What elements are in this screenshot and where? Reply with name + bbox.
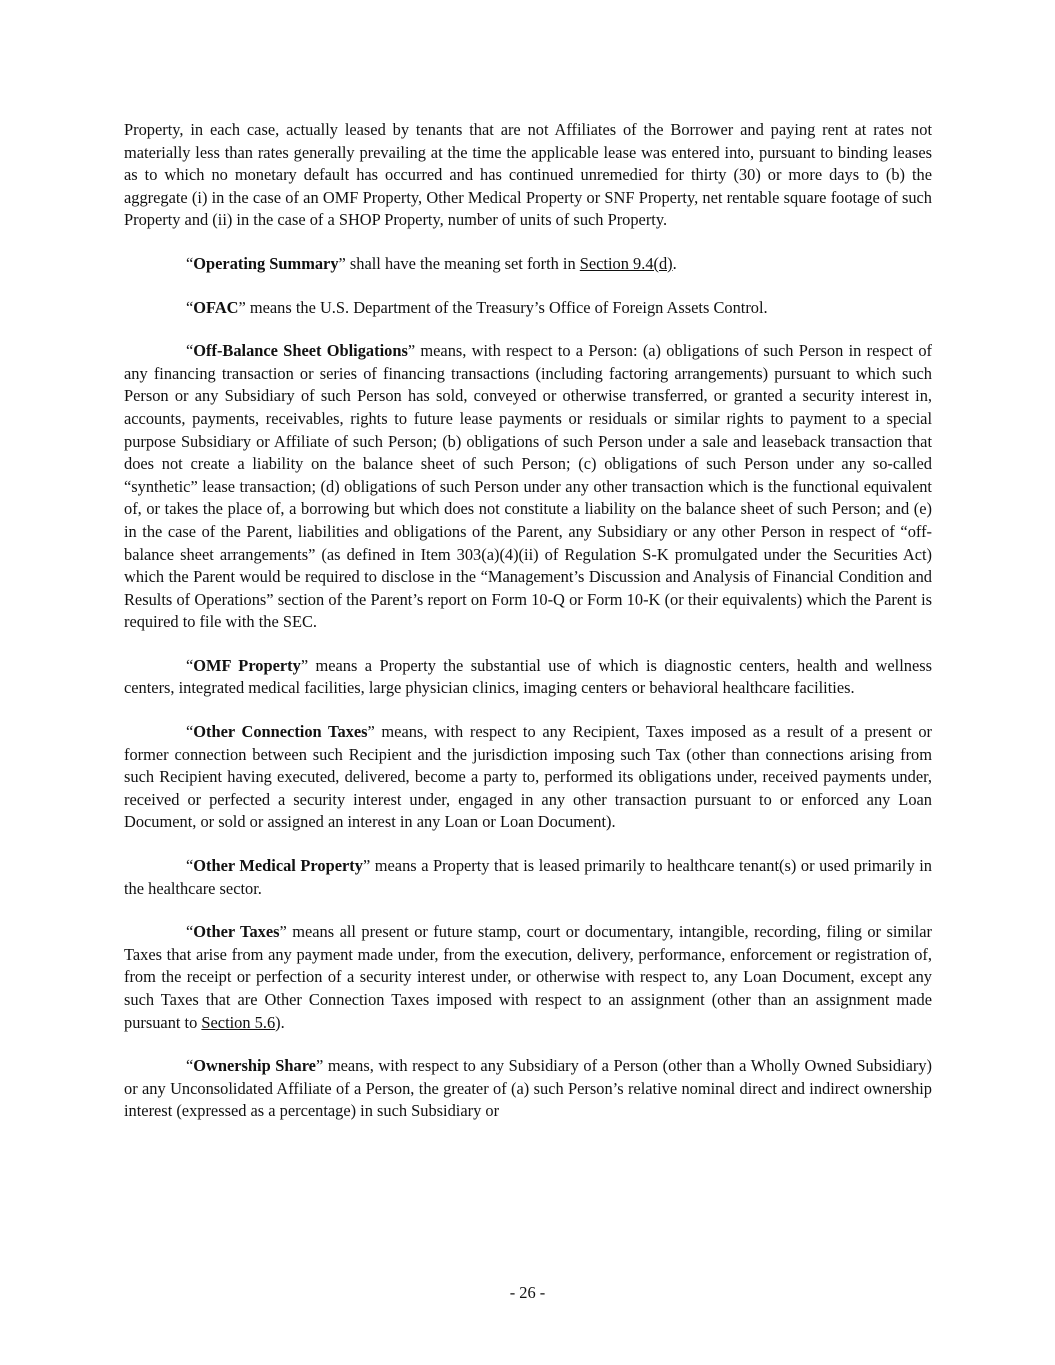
- definition-text: ” means a Property the substantial use of which is diagnostic centers, health and wellness centers, integrated medical facilities, large physician clinics, imaging centers or behavioral healthcare facilities.: [124, 655, 932, 698]
- definition-other-connection-taxes: “Other Connection Taxes” means, with respect to any Recipient, Taxes imposed as a result of a present or former connection between such Recipient and the jurisdiction imposing such Tax (other than connections arising from such Recipient having executed, delivered, become a party to, performed its obligations under, received payments under, received or perfected a security interest under, engaged in any other transaction pursuant to or enforced any Loan Document, or sold or assigned an interest in any Loan or Loan Document).: [124, 722, 932, 832]
- defined-term: Ownership Share: [193, 1056, 316, 1076]
- defined-term: Other Medical Property: [193, 856, 363, 876]
- definition-ownership-share: “Ownership Share” means, with respect to any Subsidiary of a Person (other than a Wholly Owned Subsidiary) or any Unconsolidated Affiliate of a Person, the greater of (a) such Person’s relative nominal direct and indirect ownership interest (expressed as a percentage) in such Subsidiary or: [124, 1056, 932, 1121]
- definition-text: ” means a Property that is leased primarily to healthcare tenant(s) or used primarily in the healthcare sector.: [124, 856, 933, 898]
- definition-omf-property: “OMF Property” means a Property the substantial use of which is diagnostic centers, health and wellness centers, integrated medical facilities, large physician clinics, imaging centers or behavioral healthcare facilities.: [124, 655, 932, 698]
- definition-text: ” means all present or future stamp, court or documentary, intangible, recording, filing or similar Taxes that arise from any payment made under, from the execution, delivery, performance, enforcement or registration of, from the receipt or perfection of a security interest under, or otherwise with respect to, any Loan Document, except any such Taxes that are Other Connection Taxes imposed with respect to an assignment (other than an assignment made pursuant to: [124, 922, 932, 1032]
- definition-ofac: “OFAC” means the U.S. Department of the Treasury’s Office of Foreign Assets Control.: [186, 297, 768, 317]
- page-number: - 26 -: [509, 1283, 546, 1302]
- paragraph-text: Property, in each case, actually leased by tenants that are not Affiliates of the Borrower and paying rent at rates not materially less than rates generally prevailing at the time the applicable lease was entered into, pursuant to binding leases as to which no monetary default has occurred and has continued unremedied for thirty (30) or more days to (b) the aggregate (i) in the case of an OMF Property, Other Medical Property or SNF Property, net rentable square footage of such Property and (ii) in the case of a SHOP Property, number of units of such Property.: [124, 120, 932, 230]
- paragraph-continuation: [124, 119, 932, 232]
- definition-text: ” shall have the meaning set forth in: [338, 253, 580, 273]
- definition-text: ” means, with respect to any Subsidiary of a Person (other than a Wholly Owned Subsidiary) or any Unconsolidated Affiliate of a Person, the greater of (a) such Person’s relative nominal direct and indirect ownership interest (expressed as a percentage) in such Subsidiary or: [124, 1056, 932, 1121]
- definition-text: ” means, with respect to any Recipient, Taxes imposed as a result of a present or former connection between such Recipient and the jurisdiction imposing such Tax (other than connections arising from such Recipient having executed, delivered, become a party to, performed its obligations under, received payments under, received or perfected a security interest under, engaged in any other transaction pursuant to or enforced any Loan Document, or sold or assigned an interest in any Loan or Loan Document).: [124, 722, 932, 832]
- defined-term: Off-Balance Sheet Obligations: [193, 341, 408, 361]
- defined-term: OFAC: [193, 297, 239, 317]
- document-page: [124, 119, 932, 1144]
- definition-other-medical-property: “Other Medical Property” means a Property that is leased primarily to healthcare tenant(s) or used primarily in the healthcare sector.: [124, 856, 933, 898]
- definition-operating-summary: “Operating Summary” shall have the meaning set forth in Section 9.4(d).: [186, 253, 677, 273]
- definition-text: ” means the U.S. Department of the Treasury’s Office of Foreign Assets Control.: [238, 297, 768, 317]
- definition-text: ” means, with respect to a Person: (a) obligations of such Person in respect of any financing transaction or series of financing transactions (including factoring arrangements) pursuant to which such Person or any Subsidiary of such Person has sold, conveyed or otherwise transferred, or granted a security interest in, accounts, payments, receivables, rights to future lease payments or residuals or similar rights to payment to a special purpose Subsidiary or Affiliate of such Person; (b) obligations of such Person under a sale and leaseback transaction that does not create a liability on the balance sheet of such Person; (c) obligations of such Person under any so-called “synthetic” lease transaction; (d) obligations of such Person under any other transaction which is the functional equivalent of, or takes the place of, a borrowing but which does not constitute a liability on the balance sheet of such Person; and (e) in the case of the Parent, liabilities and obligations of the Parent, any Subsidiary or any other Person in respect of “off-balance sheet arrangements” (as defined in Item 303(a)(4)(ii) of Regulation S-K promulgated under the Securities Act) which the Parent would be required to disclose in the “Management’s Discussion and Analysis of Financial Condition and Results of Operations” section of the Parent’s report on Form 10-Q or Form 10-K (or their equivalents) which the Parent is required to file with the SEC.: [124, 341, 932, 632]
- defined-term: Operating Summary: [193, 253, 339, 273]
- section-reference: Section 5.6: [201, 1012, 276, 1032]
- definition-off-balance-sheet-obligations: “Off-Balance Sheet Obligations” means, with respect to a Person: (a) obligations of such Person in respect of any financing transaction or series of financing transactions (including factoring arrangements) pursuant to which such Person or any Subsidiary of such Person has sold, conveyed or otherwise transferred, or granted a security interest in, accounts, payments, receivables, rights to future lease payments or residuals or similar rights to payment to a special purpose Subsidiary or Affiliate of such Person; (b) obligations of such Person under a sale and leaseback transaction that does not create a liability on the balance sheet of such Person; (c) obligations of such Person under any so-called “synthetic” lease transaction; (d) obligations of such Person under any other transaction which is the functional equivalent of, or takes the place of, a borrowing but which does not constitute a liability on the balance sheet of such Person; and (e) in the case of the Parent, liabilities and obligations of the Parent, any Subsidiary or any other Person in respect of “off-balance sheet arrangements” (as defined in Item 303(a)(4)(ii) of Regulation S-K promulgated under the Securities Act) which the Parent would be required to disclose in the “Management’s Discussion and Analysis of Financial Condition and Results of Operations” section of the Parent’s report on Form 10-Q or Form 10-K (or their equivalents) which the Parent is required to file with the SEC.: [124, 341, 932, 632]
- defined-term: Other Connection Taxes: [193, 722, 368, 742]
- section-reference: Section 9.4(d): [579, 253, 673, 273]
- defined-term: OMF Property: [193, 655, 301, 675]
- defined-term: Other Taxes: [193, 922, 280, 942]
- definition-other-taxes: “Other Taxes” means all present or future stamp, court or documentary, intangible, recording, filing or similar Taxes that arise from any payment made under, from the execution, delivery, performance, enforcement or registration of, from the receipt or perfection of a security interest under, or otherwise with respect to, any Loan Document, except any such Taxes that are Other Connection Taxes imposed with respect to an assignment (other than an assignment made pursuant to Section 5.6).: [124, 922, 932, 1032]
